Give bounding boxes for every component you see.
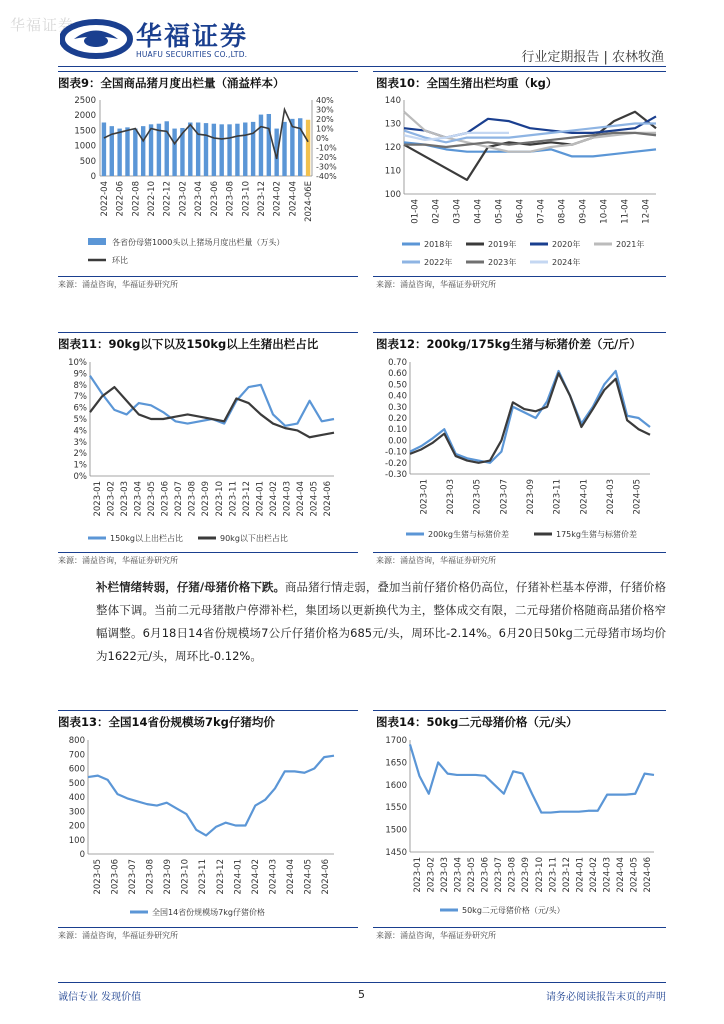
chart10-title: 图表10：全国生猪出栏均重（kg）	[376, 76, 558, 90]
y-tick-label: 500	[79, 156, 96, 167]
y2-tick-label: 20%	[316, 115, 334, 124]
x-tick-label: 2023-07	[174, 481, 185, 517]
y-tick-label: 400	[68, 793, 85, 803]
x-tick-label: 10-04	[599, 199, 610, 224]
x-tick-label: 2023-02	[426, 857, 437, 893]
source-note: 来源：涌益咨询，华福证券研究所	[58, 556, 178, 565]
chart14-title: 图表14：50kg二元母猪价格（元/头）	[376, 715, 578, 729]
chart11-title: 图表11：90kg以下以及150kg以上生猪出栏占比	[58, 337, 319, 351]
x-tick-label: 2022-06	[115, 181, 126, 217]
y-tick-label: 10%	[68, 358, 87, 368]
source-note: 来源：涌益咨询，华福证券研究所	[376, 280, 496, 289]
x-tick-label: 2024-03	[602, 857, 613, 893]
x-tick-label: 2023-03	[446, 479, 456, 515]
y-tick-label: -0.30	[385, 470, 407, 480]
y2-tick-label: -10%	[316, 143, 337, 153]
legend-label: 各省份母猪1000头以上猪场月度出栏量（万头）	[112, 238, 285, 247]
x-tick-label: 2023-05	[467, 857, 477, 893]
x-tick-label: 2023-10	[534, 857, 545, 893]
y-tick-label: 0.30	[388, 402, 407, 413]
y-tick-label: 1650	[385, 758, 407, 769]
y-tick-label: 1550	[385, 803, 407, 814]
y2-tick-label: 40%	[316, 96, 334, 105]
y-tick-label: 0	[79, 850, 85, 860]
x-tick-label: 2023-08	[225, 181, 236, 217]
series-line-0	[410, 744, 654, 812]
bar	[102, 122, 106, 176]
x-tick-label: 12-04	[641, 199, 652, 224]
bar	[235, 124, 239, 176]
y-tick-label: 1500	[385, 825, 407, 836]
legend-label: 环比	[112, 256, 128, 265]
y-tick-label: 500	[68, 778, 85, 789]
x-tick-label: 2024-05	[309, 481, 320, 517]
watermark: 华福证券	[10, 16, 75, 34]
chart12	[376, 354, 666, 546]
x-tick-label: 01-04	[410, 199, 421, 224]
legend-label: 全国14省份规模场7kg仔猪价格	[152, 908, 265, 917]
x-tick-label: 2022-12	[162, 181, 173, 217]
bar	[259, 115, 263, 176]
divider	[373, 332, 666, 333]
y-tick-label: 130	[384, 119, 401, 130]
x-tick-label: 2023-10	[241, 181, 252, 217]
x-tick-label: 09-04	[578, 199, 589, 224]
source-note: 来源：涌益咨询，华福证券研究所	[376, 556, 496, 565]
y-tick-label: 0.10	[388, 425, 407, 436]
report-category: 行业定期报告 | 农林牧渔	[521, 50, 664, 65]
x-tick-label: 2023-05	[92, 859, 103, 895]
y-tick-label: 0.50	[388, 380, 407, 391]
y-tick-label: 300	[68, 807, 85, 818]
bar	[117, 129, 121, 176]
x-tick-label: 2023-09	[163, 859, 174, 895]
y-tick-label: -0.10	[385, 447, 407, 458]
x-tick-label: 2023-09	[201, 481, 212, 517]
x-tick-label: 2023-06	[160, 481, 171, 517]
y2-tick-label: -40%	[316, 172, 337, 181]
series-line-0	[88, 756, 334, 836]
series-line-0	[410, 371, 650, 463]
x-tick-label: 2023-02	[178, 181, 189, 217]
legend-swatch	[88, 238, 106, 245]
x-tick-label: 2023-12	[241, 481, 252, 517]
divider	[373, 927, 666, 928]
x-tick-label: 2023-01	[92, 481, 103, 517]
paragraph-body: 商品猪行情走弱，叠加当前仔猪价格仍高位，仔猪补栏基本停滞，仔猪价格整体下调。当前二元母猪散户停滞补栏，集团场以更新换代为主，整体成交有限，二元母猪价格随商品猪价格窄幅调整。6月18日14省份规模场7公斤仔猪价格为685元/头，周环比-2.14%。6月20日50kg二元母猪市场均价为1622元/头，周环比-0.12%。	[96, 580, 666, 663]
divider	[58, 71, 358, 72]
chart13-title: 图表13：全国14省份规模场7kg仔猪均价	[58, 715, 275, 729]
legend-label: 200kg生猪与标猪价差	[428, 530, 509, 539]
x-tick-label: 2024-04	[286, 859, 297, 895]
x-tick-label: 2024-03	[282, 481, 293, 517]
chart12-title: 图表12：200kg/175kg生猪与标猪价差（元/斤）	[376, 337, 642, 351]
bar	[141, 126, 145, 176]
x-tick-label: 2024-01	[579, 479, 590, 515]
x-tick-label: 2024-05	[632, 479, 643, 515]
legend-label: 2018年	[424, 240, 453, 249]
x-tick-label: 2024-03	[268, 859, 279, 895]
header-divider	[58, 66, 666, 67]
x-tick-label: 2023-01	[412, 857, 423, 893]
x-tick-label: 2023-07	[494, 857, 505, 893]
y-tick-label: 700	[68, 750, 85, 761]
x-tick-label: 2023-04	[453, 857, 464, 893]
x-tick-label: 07-04	[536, 199, 547, 224]
divider	[58, 927, 358, 928]
legend-label: 2023年	[488, 258, 517, 267]
source-note: 来源：涌益咨询，华福证券研究所	[58, 280, 178, 289]
x-tick-label: 2024-06	[643, 857, 654, 893]
x-tick-label: 2023-07	[127, 859, 138, 895]
chart13	[58, 732, 358, 922]
x-tick-label: 2023-06	[110, 859, 121, 895]
divider	[373, 710, 666, 711]
x-tick-label: 2022-04	[99, 181, 110, 217]
x-tick-label: 2023-03	[119, 481, 130, 517]
bar	[282, 122, 286, 176]
x-tick-label: 2022-08	[131, 181, 142, 217]
page-number: 5	[358, 988, 365, 1001]
y-tick-label: 0%	[73, 472, 87, 482]
y-tick-label: 1500	[74, 126, 96, 137]
x-tick-label: 2023-04	[133, 481, 144, 517]
chart14	[376, 732, 666, 922]
x-tick-label: 2023-11	[228, 481, 239, 517]
x-tick-label: 2023-11	[198, 859, 209, 895]
y-tick-label: 100	[68, 835, 85, 846]
y-tick-label: 140	[384, 96, 401, 106]
x-tick-label: 2023-06	[209, 181, 220, 217]
bar	[298, 118, 302, 176]
x-tick-label: 2023-04	[194, 181, 205, 217]
x-tick-label: 2023-12	[256, 181, 267, 217]
chart9-title: 图表9：全国商品猪月度出栏量（涌益样本）	[58, 76, 285, 90]
x-tick-label: 2024-04	[616, 857, 627, 893]
legend-label: 2021年	[616, 240, 645, 249]
x-tick-label: 2023-05	[147, 481, 157, 517]
y-tick-label: 6%	[73, 403, 87, 414]
x-tick-label: 2024-05	[629, 857, 640, 893]
legend-label: 50kg二元母猪价格（元/头）	[462, 906, 565, 915]
x-tick-label: 2023-03	[439, 857, 450, 893]
x-tick-label: 11-04	[620, 199, 631, 224]
divider	[373, 71, 666, 72]
y-tick-label: 8%	[73, 380, 87, 391]
x-tick-label: 2024-01	[255, 481, 266, 517]
x-tick-label: 2024-03	[606, 479, 616, 515]
x-tick-label: 2024-06	[321, 859, 332, 895]
bar	[267, 114, 271, 176]
bar	[188, 122, 192, 176]
x-tick-label: 2024-04	[296, 481, 307, 517]
x-tick-label: 2023-09	[526, 479, 536, 515]
x-tick-label: 2023-08	[187, 481, 198, 517]
x-tick-label: 2023-12	[561, 857, 572, 893]
bar	[165, 121, 169, 176]
bar	[157, 124, 161, 176]
divider	[58, 332, 358, 333]
y-tick-label: 0.20	[388, 414, 407, 424]
legend-label: 150kg以上出栏占比	[110, 534, 183, 543]
x-tick-label: 2023-11	[552, 479, 563, 515]
x-tick-label: 06-04	[515, 199, 526, 224]
x-tick-label: 2024-02	[269, 481, 279, 517]
bar	[251, 122, 255, 176]
y-tick-label: 2500	[74, 96, 96, 106]
x-tick-label: 2024-06	[323, 481, 334, 517]
y-tick-label: 7%	[73, 392, 87, 403]
x-tick-label: 2024-01	[233, 859, 244, 895]
legend-label: 2024年	[552, 258, 581, 267]
divider	[58, 710, 358, 711]
y-tick-label: 1700	[385, 736, 407, 746]
bar	[196, 122, 200, 176]
x-tick-label: 2024-04	[288, 180, 299, 217]
x-tick-label: 2023-09	[521, 857, 532, 893]
y2-tick-label: -20%	[316, 153, 337, 162]
chart10	[376, 92, 666, 272]
bar	[212, 124, 216, 176]
legend-label: 2022年	[424, 258, 453, 267]
y2-tick-label: -30%	[316, 162, 337, 172]
footer-slogan: 诚信专业 发现价值	[58, 992, 142, 1003]
x-tick-label: 2024-06E	[304, 181, 315, 222]
x-tick-label: 2023-02	[106, 481, 117, 517]
x-tick-label: 03-04	[452, 199, 463, 224]
x-tick-label: 2022-10	[147, 181, 158, 217]
y-tick-label: 200	[68, 821, 85, 832]
y-tick-label: 9%	[73, 369, 87, 380]
bar	[306, 120, 310, 176]
divider	[373, 552, 666, 553]
x-tick-label: 2023-01	[419, 479, 430, 515]
paragraph-lead: 补栏情绪转弱，仔猪/母猪价格下跌。	[96, 580, 285, 594]
bar	[220, 124, 224, 176]
bar	[204, 123, 208, 176]
divider	[58, 552, 358, 553]
y-tick-label: 100	[384, 190, 401, 200]
y-tick-label: 1%	[73, 460, 87, 471]
bar	[125, 127, 129, 176]
y-tick-label: 4%	[73, 426, 87, 437]
y-tick-label: 2000	[74, 111, 96, 122]
x-tick-label: 05-04	[494, 199, 505, 224]
bar	[133, 129, 137, 176]
x-tick-label: 2023-07	[499, 479, 510, 515]
x-tick-label: 2023-10	[180, 859, 191, 895]
y-tick-label: 1000	[74, 141, 96, 152]
brand-name-cn: 华福证券	[136, 22, 249, 52]
y2-tick-label: 30%	[316, 105, 334, 115]
x-tick-label: 2023-08	[145, 859, 156, 895]
y-tick-label: 0	[90, 172, 96, 182]
y-tick-label: 2%	[73, 449, 87, 460]
y-tick-label: 1600	[385, 780, 407, 791]
y-tick-label: 0.70	[388, 358, 407, 368]
y2-tick-label: 0%	[316, 134, 329, 143]
legend-label: 90kg以下出栏占比	[220, 534, 288, 543]
x-tick-label: 2023-12	[215, 859, 226, 895]
footer-disclaimer: 请务必阅读报告末页的声明	[546, 992, 666, 1003]
source-note: 来源：涌益咨询，华福证券研究所	[376, 931, 496, 940]
x-tick-label: 08-04	[557, 199, 568, 224]
y-tick-label: -0.20	[385, 458, 407, 469]
x-tick-label: 2023-08	[507, 857, 518, 893]
footer-divider	[58, 982, 666, 983]
x-tick-label: 2024-01	[575, 857, 586, 893]
legend-label: 2020年	[552, 240, 581, 249]
x-tick-label: 2024-05	[303, 859, 314, 895]
x-tick-label: 2023-10	[214, 481, 225, 517]
x-tick-label: 04-04	[473, 199, 484, 224]
y-tick-label: 5%	[73, 415, 87, 425]
body-paragraph	[96, 576, 666, 668]
divider	[58, 276, 358, 277]
y-tick-label: 0.60	[388, 369, 407, 380]
y-tick-label: 0.00	[388, 436, 407, 447]
source-note: 来源：涌益咨询，华福证券研究所	[58, 931, 178, 940]
y-tick-label: 600	[68, 764, 85, 775]
y2-tick-label: 10%	[316, 124, 334, 134]
x-tick-label: 2024-02	[250, 859, 261, 895]
divider	[373, 276, 666, 277]
series-line-1	[410, 373, 650, 463]
chart11	[58, 354, 358, 546]
x-tick-label: 2023-11	[548, 857, 559, 893]
x-tick-label: 02-04	[431, 199, 442, 224]
series-line-1	[90, 387, 334, 437]
bar	[227, 124, 231, 176]
y-tick-label: 800	[68, 736, 85, 746]
bar	[243, 122, 247, 176]
y-tick-label: 110	[384, 166, 401, 177]
x-tick-label: 2024-02	[589, 857, 599, 893]
x-tick-label: 2024-02	[272, 181, 283, 217]
bar	[172, 129, 176, 176]
chart9	[58, 92, 358, 272]
y-tick-label: 3%	[73, 437, 87, 448]
y-tick-label: 0.40	[388, 391, 407, 402]
brand-name-en: HUAFU SECURITIES CO.,LTD.	[136, 50, 248, 59]
y-tick-label: 120	[384, 143, 401, 153]
x-tick-label: 2023-05	[472, 479, 483, 515]
y-tick-label: 1450	[385, 848, 407, 858]
legend-label: 175kg生猪与标猪价差	[556, 530, 637, 539]
x-tick-label: 2023-06	[480, 857, 491, 893]
legend-label: 2019年	[488, 240, 517, 249]
